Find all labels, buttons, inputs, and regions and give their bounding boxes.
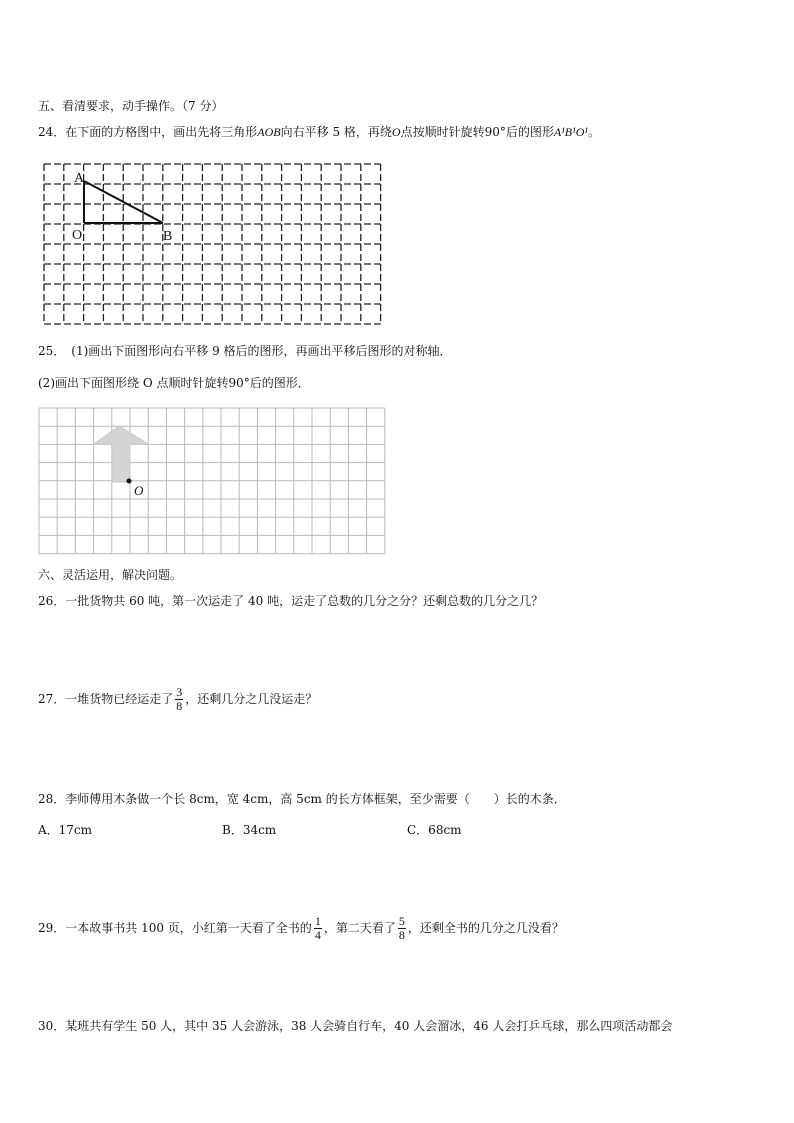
vertex-b-label: B [163,229,173,244]
question-30-text: 30．某班共有学生 50 人，其中 35 人会游泳，38 人会骑自行车，40 人会溜冰，46 人会打乒乓球，那么四项活动都会 [38,1019,673,1033]
q29-f2-numerator: 5 [398,914,405,928]
point-o-label: O [134,483,144,498]
q24-text-d: 后的图形 [505,125,554,139]
q24-text-a: 在下面的方格图中，画出先将三角形 [65,125,258,139]
question-27-text [38,684,317,714]
section-six-title: 六、灵活运用，解决问题。 [38,568,183,582]
q29-fraction-1 [314,915,322,942]
q24-text-e: 。 [588,125,601,139]
question-25-line2: (2)画出下面图形绕 O 点顺时针旋转90°后的图形． [38,376,310,390]
q27-denominator: 8 [176,699,183,713]
q27-text-b: ，还剩几分之几没运走？ [185,692,318,706]
q29-fraction-2 [398,915,406,942]
q27-numerator: 3 [176,685,183,699]
q24-result-name: A¹B¹O¹ [553,125,588,139]
q29-f1-denominator: 4 [314,928,321,942]
section-five-title: 五、看清要求，动手操作。（7 分） [38,99,224,113]
q29-f2-denominator: 8 [398,928,405,942]
q24-point-name: O [391,125,401,139]
q24-dashed-grid [40,162,382,326]
q24-text-b: 向右平移 5 格，再绕 [280,125,392,139]
arrow-shape [94,426,148,482]
q29-text-b: ，第二天看了 [323,921,396,935]
question-25-line1: 25． (1)画出下面图形向右平移 9 格后的图形，再画出平移后图形的对称轴． [38,344,452,358]
q25-square-grid [38,407,388,555]
q24-degree: 90° [484,125,506,139]
q27-fraction [175,686,183,713]
question-26-text: 26．一批货物共 60 吨，第一次运走了 40 吨，运走了总数的几分之分？还剩总数的几分之几？ [38,594,544,608]
q24-text-c: 点按顺时针旋转 [400,125,485,139]
q24-triangle-name: AOB [257,125,281,139]
q29-text-c: ，还剩全书的几分之几没看？ [407,921,564,935]
option-b: B．34cm [222,823,277,837]
q29-text-a: 29．一本故事书共 100 页，小红第一天看了全书的 [38,921,312,935]
option-a: A．17cm [38,823,93,837]
q27-text-a: 27．一堆货物已经运走了 [38,692,174,706]
option-c: C．68cm [407,823,462,837]
question-28-text: 28．李师傅用木条做一个长 8cm，宽 4cm，高 5cm 的长方体框架，至少需要（ ）长的木条． [38,792,566,806]
point-o [127,479,132,484]
q29-f1-numerator: 1 [314,914,321,928]
question-24-text [38,124,600,140]
question-29-text [38,913,564,943]
q24-number: 24． [38,125,66,139]
vertex-a-label: A [74,171,85,186]
vertex-o-label: O [72,228,83,243]
